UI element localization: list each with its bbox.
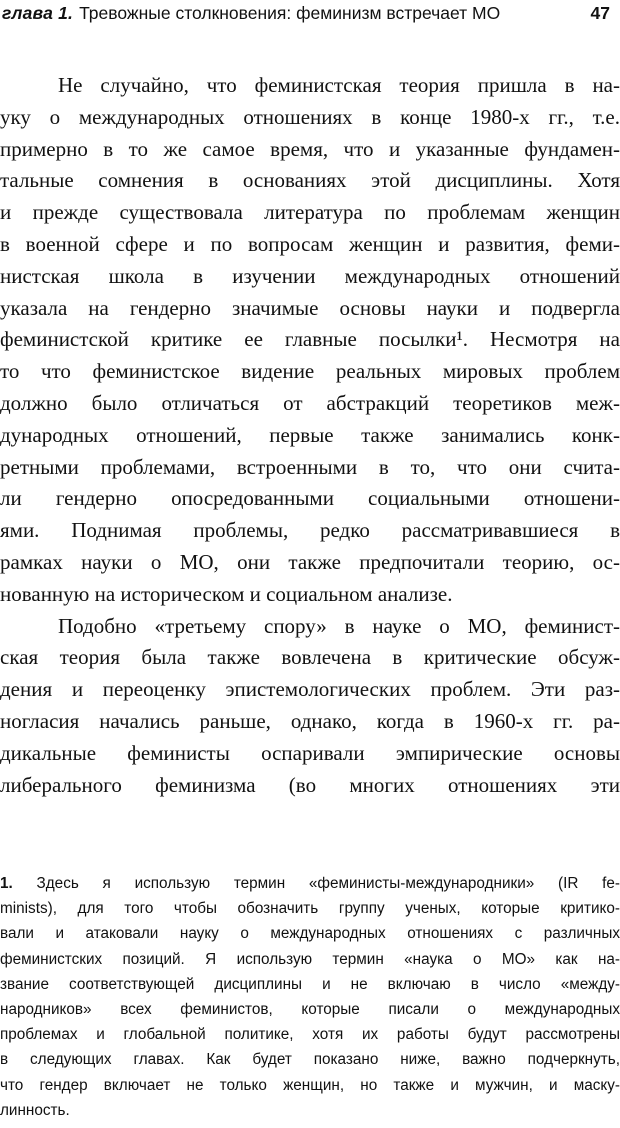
text-line: ская теория была также вовлечена в критические обсуж- bbox=[0, 645, 620, 670]
text-line: указала на гендерно значимые основы науки и подвергла bbox=[0, 295, 620, 320]
footnote-line: звание соответствующей дисциплины и не включаю в число «между- bbox=[0, 975, 620, 993]
footnote-number: 1. bbox=[0, 875, 13, 892]
text-line: тальные сомнения в основаниях этой дисциплины. Хотя bbox=[0, 168, 620, 193]
footnote-line bbox=[0, 871, 620, 896]
text-line: ногласия начались раньше, однако, когда в 1960-х гг. ра- bbox=[0, 708, 620, 733]
paragraph-1 bbox=[0, 70, 620, 611]
footnote-line: в следующих главах. Как будет показано ниже, важно подчеркнуть, bbox=[0, 1051, 620, 1069]
text-line: дународных отношений, первые также занимались конк- bbox=[0, 422, 620, 447]
text-line: должно было отличаться от абстракций теоретиков меж- bbox=[0, 390, 620, 415]
paragraph-2 bbox=[0, 611, 620, 802]
footnote-line: феминистских позиций. Я использую термин «наука о МО» как на- bbox=[0, 950, 620, 968]
text-line: нованную на историческом и социальном анализе. bbox=[0, 581, 453, 606]
text-line: в военной сфере и по вопросам женщин и развития, феми- bbox=[0, 231, 620, 256]
text-line: нистская школа в изучении международных отношений bbox=[0, 263, 620, 288]
footnote-line: minists), для того чтобы обозначить группу ученых, которые критико- bbox=[0, 900, 620, 918]
text-line: ли гендерно опосредованными социальными отношени- bbox=[0, 486, 620, 511]
text-line: феминистской критике ее главные посылки¹. Несмотря на bbox=[0, 327, 620, 352]
footnote-text: Здесь я использую термин «феминисты-международники» (IR fe- bbox=[36, 875, 620, 892]
text-line: примерно в то же самое время, что и указанные фундамен- bbox=[0, 136, 620, 161]
footnote-line: проблемах и глобальной политике, хотя их работы будут рассмотрены bbox=[0, 1026, 620, 1044]
text-line: и прежде существовала литература по проблемам женщин bbox=[0, 200, 620, 225]
chapter-label: глава 1. bbox=[2, 3, 74, 23]
text-line: дикальные феминисты оспаривали эмпирические основы bbox=[0, 740, 620, 765]
footnote-block bbox=[0, 871, 620, 1123]
text-line: Подобно «третьему спору» в науке о МО, феминист- bbox=[58, 613, 620, 638]
text-line: уку о международных отношениях в конце 1980-х гг., т.е. bbox=[0, 104, 620, 129]
text-line: либерального феминизма (во многих отношениях эти bbox=[0, 772, 620, 797]
footnote-line: народников» всех феминистов, которые писали о международных bbox=[0, 1000, 620, 1018]
footnote-line: линность. bbox=[0, 1101, 70, 1119]
text-line: то что феминистское видение реальных мировых проблем bbox=[0, 359, 620, 384]
main-text bbox=[0, 70, 620, 801]
text-line: ретными проблемами, встроенными в то, что они счита- bbox=[0, 454, 620, 479]
text-line: Не случайно, что феминистская теория пришла в на- bbox=[58, 73, 620, 97]
footnote-line: что гендер включает не только женщин, но также и мужчин, и маску- bbox=[0, 1076, 620, 1094]
running-header bbox=[2, 2, 610, 28]
text-line: ями. Поднимая проблемы, редко рассматривавшиеся в bbox=[0, 518, 620, 543]
footnote-line: вали и атаковали науку о международных отношениях с различных bbox=[0, 925, 620, 943]
text-line: рамках науки о МО, они также предпочитали теорию, ос- bbox=[0, 549, 620, 574]
page-number: 47 bbox=[590, 3, 610, 23]
text-line: дения и переоценку эпистемологических проблем. Эти раз- bbox=[0, 677, 620, 702]
chapter-title: Тревожные столкновения: феминизм встречает МО bbox=[79, 3, 501, 23]
